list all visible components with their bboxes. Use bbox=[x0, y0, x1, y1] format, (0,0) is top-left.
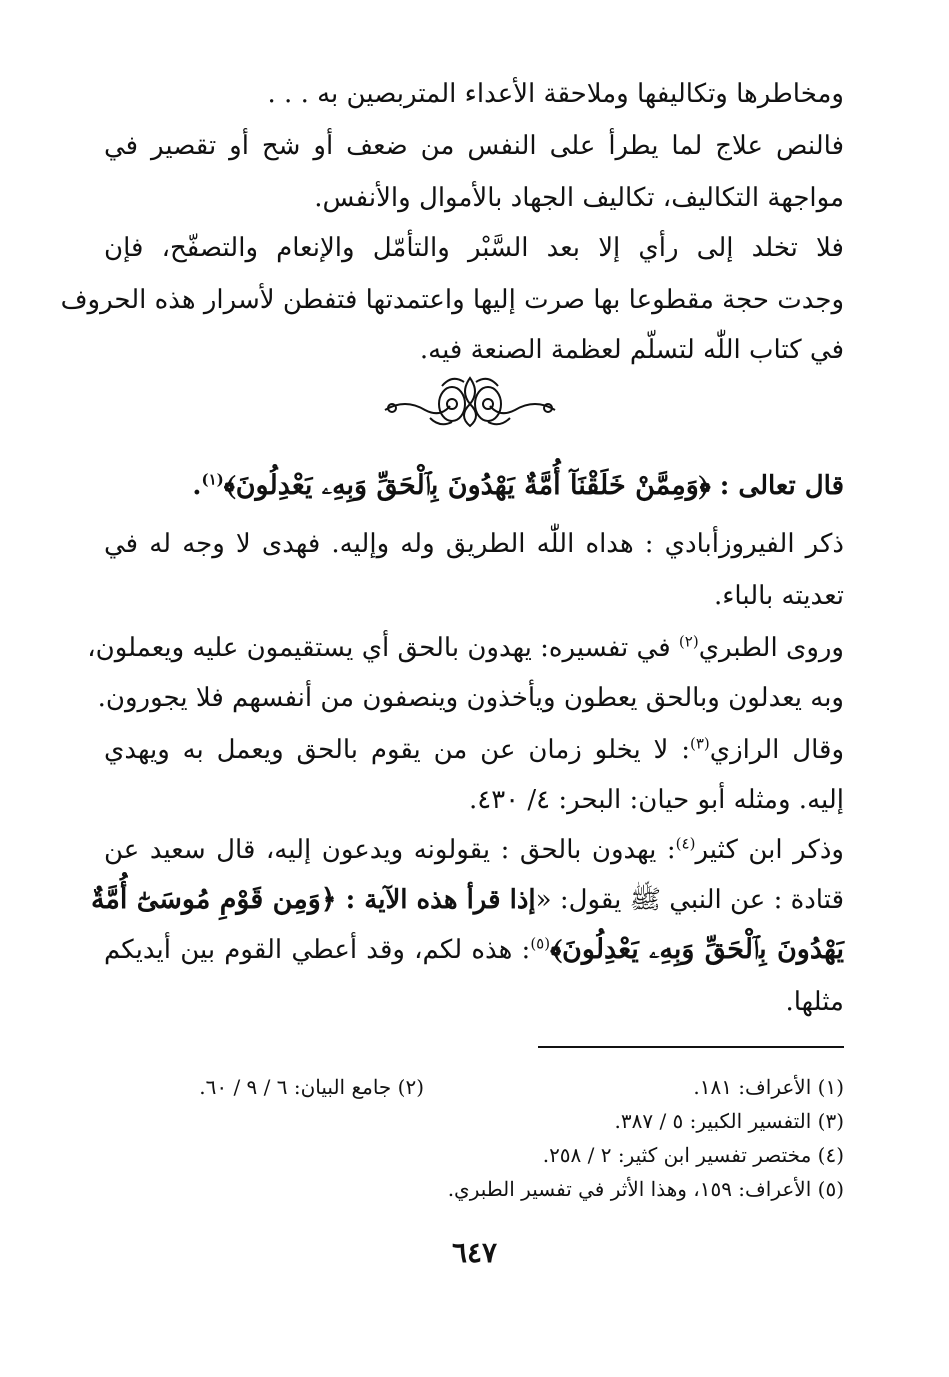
footnote-5: (٥) الأعراف: ١٥٩، وهذا الأثر في تفسير الطبري. bbox=[447, 1177, 844, 1201]
text-line-10 bbox=[87, 628, 844, 668]
footnote-ref-1: (١) bbox=[201, 470, 224, 489]
footnote-1: (١) الأعراف: ١٨١. bbox=[693, 1075, 844, 1099]
text-line-15 bbox=[90, 880, 844, 920]
text-line-2: فالنص علاج لما يطرأ على النفس من ضعف أو شح أو تقصير في bbox=[104, 131, 844, 161]
footnote-4: (٤) مختصر تفسير ابن كثير: ٢ / ٢٥٨. bbox=[542, 1143, 844, 1167]
quran-verse-2-start: ﴿وَمِن قَوْمِ مُوسَىٰٓ أُمَّةٌ bbox=[90, 884, 337, 915]
text-line-8: ذكر الفيروزأبادي : هداه اللّٰه الطريق وله وإليه. فهدى لا وجه له في bbox=[104, 529, 844, 559]
hadith-bold: إذا قرأ هذه الآية : bbox=[336, 885, 536, 915]
footnote-2: (٢) جامع البيان: ٦ / ٩ / ٦٠. bbox=[199, 1075, 424, 1099]
razi-name: وقال الرازي bbox=[709, 735, 844, 765]
razi-quote: : لا يخلو زمان عن من يقوم بالحق ويعمل به ويهدي bbox=[104, 735, 690, 765]
text-line-6: في كتاب اللّٰه لتسلّم لعظمة الصنعة فيه. bbox=[419, 335, 844, 365]
verse-period: . bbox=[192, 471, 202, 501]
text-line-13: إليه. ومثله أبو حيان: البحر: ٤/ ٤٣٠. bbox=[468, 785, 844, 815]
footnote-ref-5: (٥) bbox=[530, 934, 551, 953]
ibn-kathir-quote: : يهدون بالحق : يقولونه ويدعون إليه، قال سعيد عن bbox=[104, 835, 676, 865]
footnote-3: (٣) التفسير الكبير: ٥ / ٣٨٧. bbox=[614, 1109, 844, 1133]
tabari-name: وروى الطبري bbox=[698, 633, 844, 663]
footnote-separator bbox=[538, 1046, 844, 1048]
text-line-12 bbox=[104, 730, 844, 770]
page-number: ٦٤٧ bbox=[451, 1236, 498, 1269]
text-line-9: تعديته بالباء. bbox=[713, 581, 844, 611]
quran-verse: ﴿وَمِمَّنْ خَلَقْنَآ أُمَّةٌ يَهْدُونَ بِٱلْحَقِّ وَبِهِۦ يَعْدِلُونَ﴾ bbox=[223, 470, 711, 501]
footnote-ref-3: (٣) bbox=[689, 734, 710, 753]
verse-line bbox=[104, 466, 844, 506]
verse-intro: قال تعالى : bbox=[710, 471, 844, 501]
text-line-16 bbox=[104, 930, 844, 970]
qatada-text: قتادة : عن النبي ﷺ يقول: « bbox=[535, 885, 844, 915]
hadith-end: : هذه لكم، وقد أعطي القوم بين أيديكم bbox=[104, 935, 531, 965]
text-line-17: مثلها. bbox=[785, 987, 844, 1017]
text-line-11: وبه يعدلون وبالحق يعطون ويأخذون وينصفون من أنفسهم فلا يجورون. bbox=[97, 683, 844, 713]
tabari-quote: في تفسيره: يهدون بالحق أي يستقيمون عليه ويعملون، bbox=[87, 633, 679, 663]
quran-verse-2-end: يَهْدُونَ بِٱلْحَقِّ وَبِهِۦ يَعْدِلُونَ﴾ bbox=[550, 934, 844, 965]
text-line-3: مواجهة التكاليف، تكاليف الجهاد بالأموال والأنفس. bbox=[314, 183, 844, 213]
footnote-ref-2: (٢) bbox=[678, 632, 699, 651]
footnote-ref-4: (٤) bbox=[675, 834, 696, 853]
text-line-4: فلا تخلد إلى رأي إلا بعد السَّبْر والتأمّل والإنعام والتصفّح، فإن bbox=[104, 233, 844, 263]
ibn-kathir-name: وذكر ابن كثير bbox=[695, 835, 844, 865]
text-line-5: وجدت حجة مقطوعا بها صرت إليها واعتمدتها فتفطن لأسرار هذه الحروف bbox=[60, 285, 844, 315]
text-line-1: ومخاطرها وتكاليفها وملاحقة الأعداء المتربصين به . . . bbox=[267, 79, 844, 109]
text-line-14 bbox=[104, 830, 844, 870]
floral-divider-icon bbox=[380, 370, 560, 432]
